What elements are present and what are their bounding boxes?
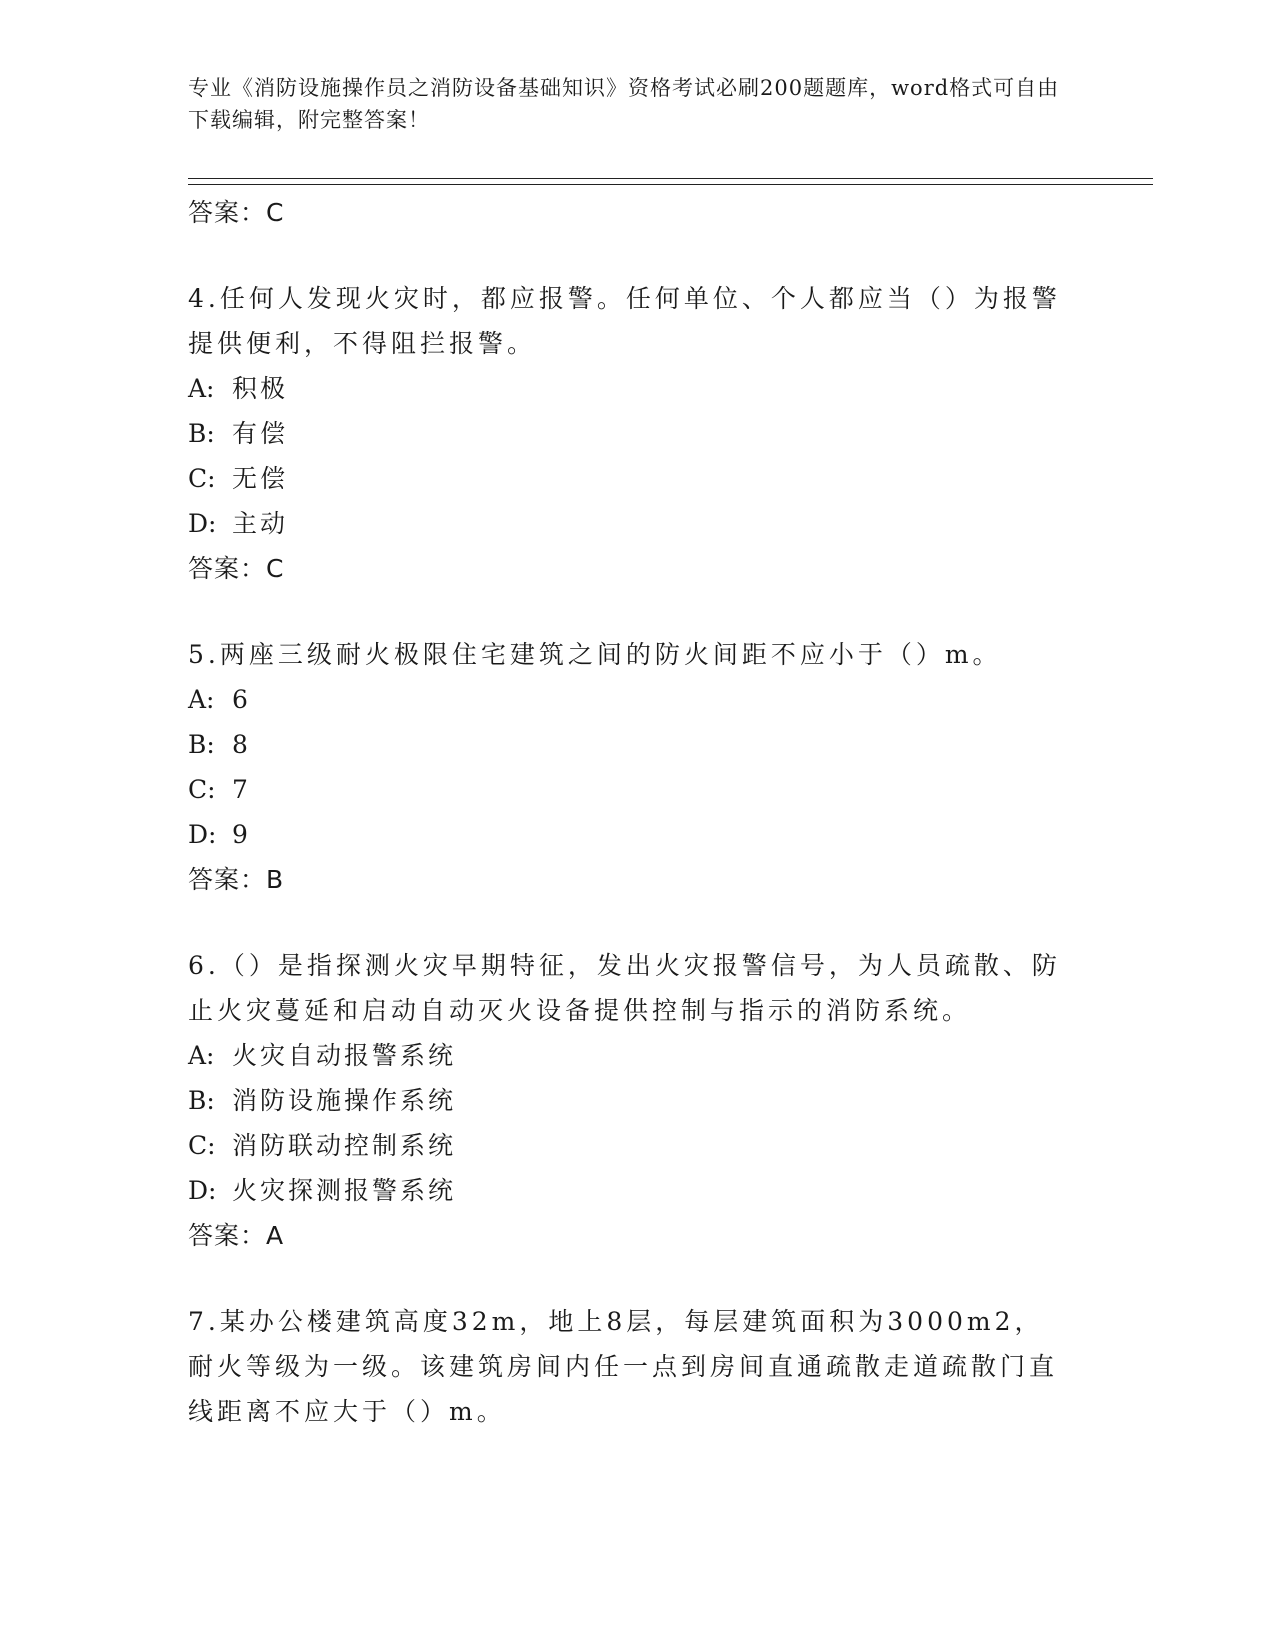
option-key: B: [188,419,215,448]
option-key: A: [188,1041,215,1070]
option-key: C: [188,775,216,804]
option-a [188,366,1068,411]
option-key: C: [188,1131,216,1160]
header-divider-secondary [188,184,1153,185]
question-stem: 4.任何人发现火灾时，都应报警。任何单位、个人都应当（）为报警提供便利，不得阻拦报警。 [188,284,1061,358]
question-7 [188,1299,1068,1434]
option-key: A: [188,685,215,714]
option-text: 火灾自动报警系统 [232,1041,457,1070]
option-c [188,1123,1068,1168]
option-b [188,1078,1068,1123]
question-4 [188,276,1068,591]
option-text: 消防联动控制系统 [232,1131,457,1160]
option-a [188,1033,1068,1078]
option-b [188,411,1068,456]
option-text: 主动 [232,509,289,538]
option-key: D: [188,509,217,538]
option-text: 消防设施操作系统 [232,1086,457,1115]
option-key: B: [188,730,215,759]
option-text: 积极 [232,374,289,403]
header-divider [188,178,1153,179]
option-d [188,1168,1068,1213]
question-stem: 6.（）是指探测火灾早期特征，发出火灾报警信号，为人员疏散、防止火灾蔓延和启动自动灭火设备提供控制与指示的消防系统。 [188,951,1061,1025]
option-a [188,677,1068,722]
option-c [188,767,1068,812]
question-list [188,190,1068,1434]
option-text: 7 [232,775,251,804]
option-key: D: [188,1176,217,1205]
option-text: 有偿 [232,419,289,448]
question-5 [188,632,1068,902]
option-b [188,722,1068,767]
option-text: 火灾探测报警系统 [232,1176,457,1205]
option-key: A: [188,374,215,403]
answer-line: 答案：C [188,198,285,227]
option-c [188,456,1068,501]
option-d [188,812,1068,857]
document-header: 专业《消防设施操作员之消防设备基础知识》资格考试必刷200题题库，word格式可自由下载编辑，附完整答案！ [188,76,1060,132]
option-key: D: [188,820,217,849]
option-key: C: [188,464,216,493]
option-text: 无偿 [232,464,289,493]
question-stem: 5.两座三级耐火极限住宅建筑之间的防火间距不应小于（）m。 [188,640,1002,669]
option-text: 9 [232,820,251,849]
option-text: 8 [232,730,251,759]
option-text: 6 [232,685,251,714]
answer-line: 答案：A [188,1221,285,1250]
question-6 [188,943,1068,1258]
answer-line: 答案：B [188,865,285,894]
option-key: B: [188,1086,215,1115]
option-d [188,501,1068,546]
answer-line: 答案：C [188,554,285,583]
question-stem: 7.某办公楼建筑高度32m，地上8层，每层建筑面积为3000m2，耐火等级为一级。该建筑房间内任一点到房间直通疏散走道疏散门直线距离不应大于（）m。 [188,1307,1059,1426]
